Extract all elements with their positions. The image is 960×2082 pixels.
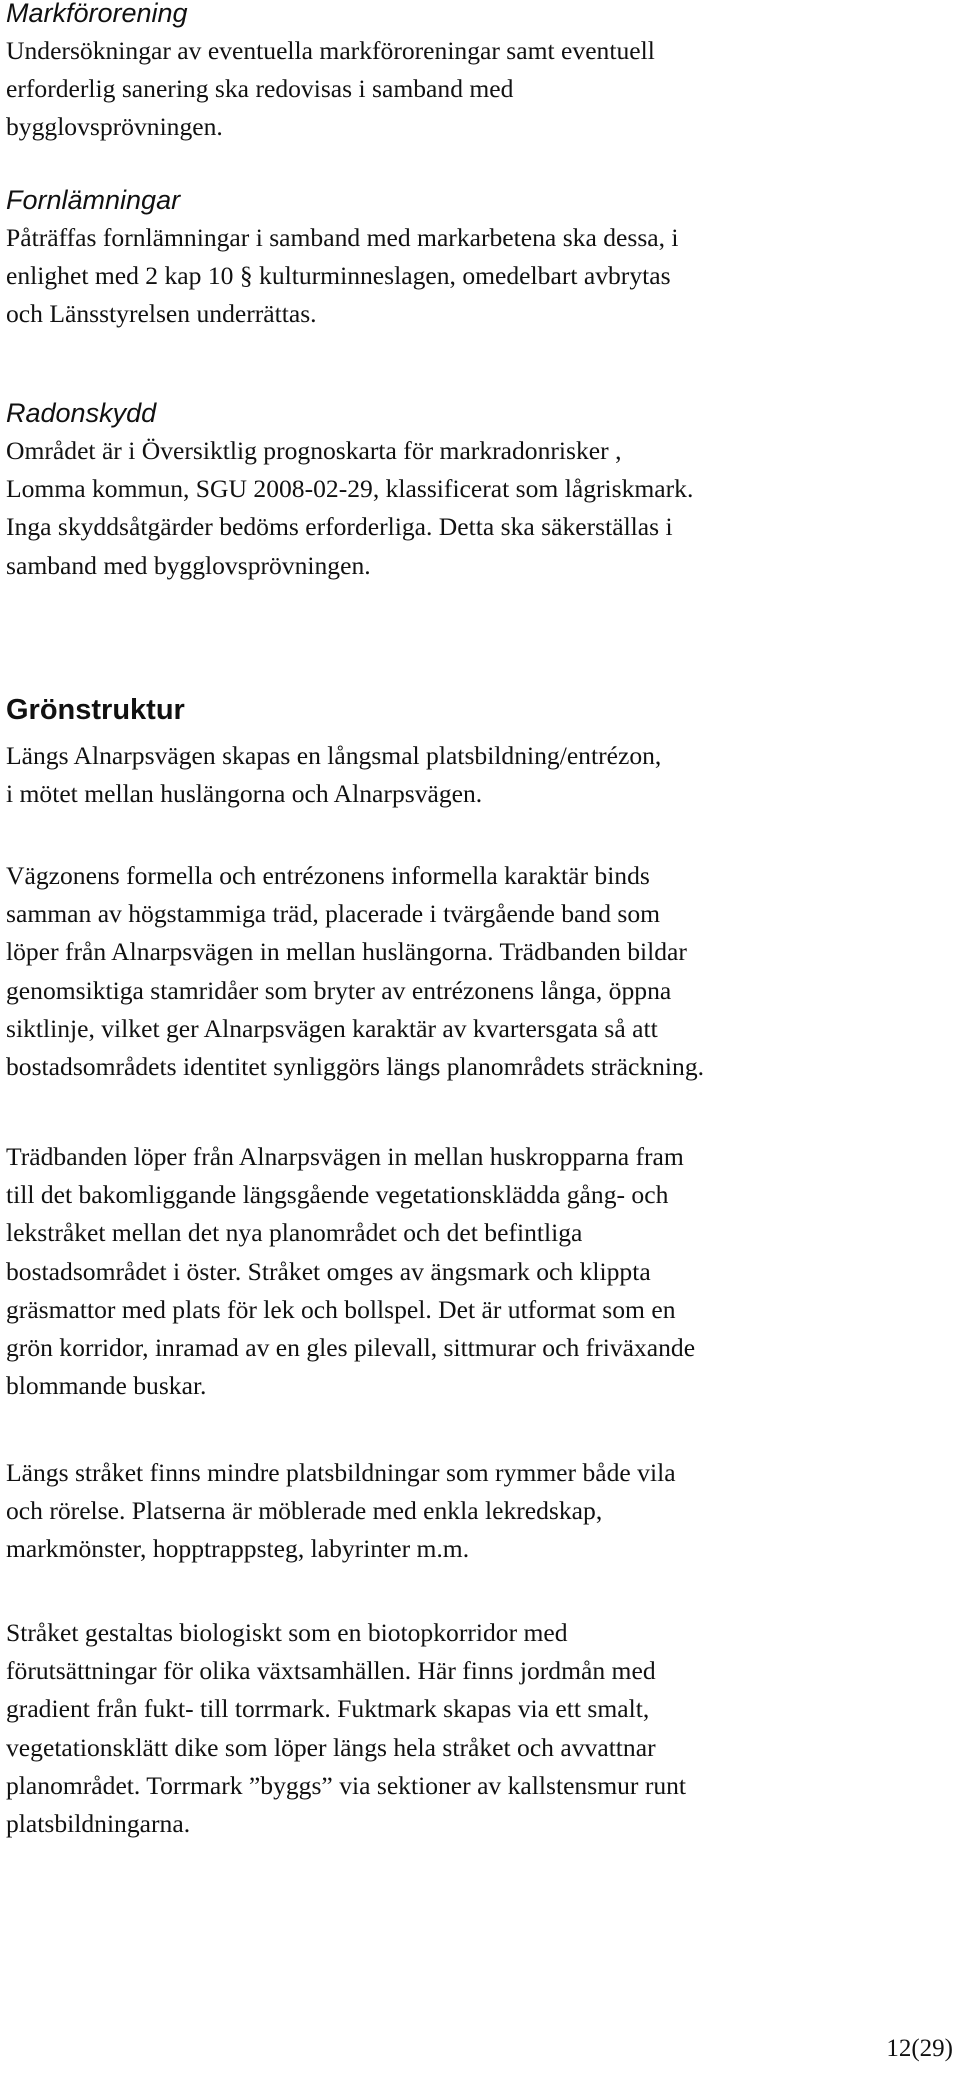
paragraph: [6, 432, 954, 585]
section-gronstruktur: [6, 690, 954, 730]
paragraph: [6, 1138, 954, 1405]
text-line: Inga skyddsåtgärder bedöms erforderliga. Detta ska säkerställas i: [6, 512, 673, 542]
text-line: enlighet med 2 kap 10 § kulturminneslagen, omedelbart avbrytas: [6, 261, 671, 291]
paragraph-block: [6, 737, 954, 813]
section-markfororening: [6, 0, 954, 147]
text-line: Längs Alnarpsvägen skapas en långsmal platsbildning/entrézon,: [6, 741, 662, 770]
text-line: till det bakomliggande längsgående vegetationsklädda gång- och: [6, 1180, 669, 1210]
text-line: siktlinje, vilket ger Alnarpsvägen karaktär av kvartersgata så att: [6, 1013, 658, 1043]
paragraph: [6, 219, 954, 334]
text-line: Längs stråket finns mindre platsbildningar som rymmer både vila: [6, 1458, 676, 1487]
text-line: Stråket gestaltas biologiskt som en biotopkorridor med: [6, 1618, 568, 1647]
text-line: Lomma kommun, SGU 2008-02-29, klassificerat som lågriskmark.: [6, 474, 694, 504]
text-line: bygglovsprövningen.: [6, 112, 223, 142]
text-line: Trädbanden löper från Alnarpsvägen in mellan huskropparna fram: [6, 1142, 684, 1171]
text-line: samband med bygglovsprövningen.: [6, 550, 371, 580]
paragraph-block: [6, 857, 954, 1086]
section-heading: Fornlämningar: [6, 185, 181, 215]
text-line: erforderlig sanering ska redovisas i samband med: [6, 74, 514, 104]
text-line: löper från Alnarpsvägen in mellan huslängorna. Trädbanden bildar: [6, 937, 687, 967]
text-line: bostadsområdets identitet synliggörs längs planområdets sträckning.: [6, 1052, 705, 1082]
text-line: platsbildningarna.: [6, 1809, 191, 1839]
text-line: genomsiktiga stamridåer som bryter av entrézonens långa, öppna: [6, 975, 672, 1005]
paragraph-block: [6, 1454, 954, 1569]
text-line: och Länsstyrelsen underrättas.: [6, 299, 317, 329]
paragraph-block: [6, 1614, 954, 1843]
text-line: planområdet. Torrmark ”byggs” via sektioner av kallstensmur runt: [6, 1770, 687, 1800]
text-line: förutsättningar för olika växtsamhällen. Här finns jordmån med: [6, 1656, 656, 1686]
text-line: grön korridor, inramad av en gles pilevall, sittmurar och friväxande: [6, 1333, 696, 1363]
paragraph: [6, 1454, 954, 1569]
section-fornlamningar: [6, 181, 954, 334]
text-line: samman av högstammiga träd, placerade i tvärgående band som: [6, 899, 661, 929]
text-line: och rörelse. Platserna är möblerade med enkla lekredskap,: [6, 1496, 603, 1526]
text-line: markmönster, hopptrappsteg, labyrinter m.m.: [6, 1534, 470, 1564]
text-line: i mötet mellan huslängorna och Alnarpsvägen.: [6, 779, 483, 809]
text-line: bostadsområdet i öster. Stråket omges av ängsmark och klippta: [6, 1256, 651, 1286]
paragraph: [6, 737, 954, 813]
section-heading: Grönstruktur: [6, 694, 185, 726]
section-radonskydd: [6, 394, 954, 585]
paragraph: [6, 1614, 954, 1843]
section-heading: Radonskydd: [6, 398, 157, 428]
text-line: gräsmattor med plats för lek och bollspel. Det är utformat som en: [6, 1294, 676, 1324]
text-line: vegetationsklätt dike som löper längs hela stråket och avvattnar: [6, 1732, 656, 1762]
paragraph-block: [6, 1138, 954, 1405]
text-line: blommande buskar.: [6, 1371, 207, 1401]
text-line: gradient från fukt- till torrmark. Fuktmark skapas via ett smalt,: [6, 1694, 650, 1724]
text-line: lekstråket mellan det nya planområdet och det befintliga: [6, 1218, 583, 1248]
text-line: Området är i Översiktlig prognoskarta för markradonrisker ,: [6, 436, 622, 465]
text-line: Undersökningar av eventuella markföroreningar samt eventuell: [6, 36, 655, 65]
paragraph: [6, 857, 954, 1086]
paragraph: [6, 32, 954, 147]
text-line: Vägzonens formella och entrézonens informella karaktär binds: [6, 861, 650, 890]
section-heading: Markförorening: [6, 0, 188, 28]
text-line: Påträffas fornlämningar i samband med markarbetena ska dessa, i: [6, 223, 679, 252]
page-number: 12(29): [886, 2035, 953, 2062]
